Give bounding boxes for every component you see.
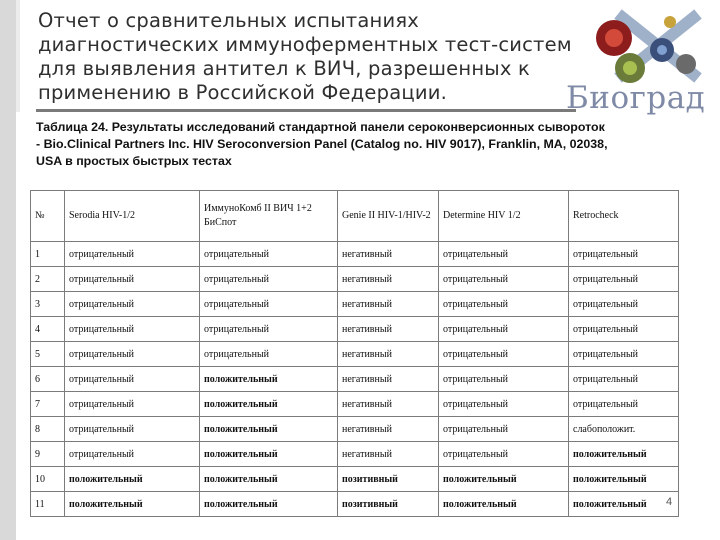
result-cell: положительный bbox=[65, 467, 200, 492]
result-cell: отрицательный bbox=[569, 342, 679, 367]
table-row bbox=[31, 242, 679, 267]
result-cell: отрицательный bbox=[569, 292, 679, 317]
result-cell: отрицательный bbox=[569, 317, 679, 342]
result-cell: положительный bbox=[439, 467, 569, 492]
result-cell: негативный bbox=[338, 442, 439, 467]
result-cell: положительный bbox=[200, 492, 338, 517]
result-cell: отрицательный bbox=[65, 292, 200, 317]
result-cell: отрицательный bbox=[65, 367, 200, 392]
table-row bbox=[31, 342, 679, 367]
caption-line: USA в простых быстрых тестах bbox=[36, 154, 232, 168]
result-cell: негативный bbox=[338, 317, 439, 342]
row-number-cell: 4 bbox=[31, 317, 65, 342]
left-decor-bar bbox=[0, 0, 16, 540]
header-cell: ИммуноКомб II ВИЧ 1+2 БиСпот bbox=[200, 191, 338, 242]
caption-line: - Bio.Clinical Partners Inc. HIV Seroconversion Panel (Catalog no. HIV 9017), Franklin, MA, 02038, bbox=[36, 137, 608, 151]
result-cell: положительный bbox=[200, 467, 338, 492]
title-line: применению в Российской Федерации. bbox=[38, 81, 447, 104]
header-cell: Determine HIV 1/2 bbox=[439, 191, 569, 242]
result-cell: отрицательный bbox=[65, 417, 200, 442]
result-cell: отрицательный bbox=[65, 392, 200, 417]
result-cell: негативный bbox=[338, 367, 439, 392]
row-number-cell: 9 bbox=[31, 442, 65, 467]
result-cell: отрицательный bbox=[569, 242, 679, 267]
result-cell: отрицательный bbox=[200, 242, 338, 267]
page-number: 4 bbox=[666, 496, 673, 508]
table-row bbox=[31, 417, 679, 442]
result-cell: отрицательный bbox=[439, 442, 569, 467]
result-cell: позитивный bbox=[338, 492, 439, 517]
result-cell: отрицательный bbox=[200, 342, 338, 367]
result-cell: отрицательный bbox=[439, 417, 569, 442]
result-cell: отрицательный bbox=[569, 392, 679, 417]
table-row bbox=[31, 317, 679, 342]
table-row bbox=[31, 492, 679, 517]
result-cell: положительный bbox=[200, 367, 338, 392]
result-cell: положительный bbox=[569, 467, 679, 492]
result-cell: негативный bbox=[338, 417, 439, 442]
logo-text: Биоград bbox=[566, 80, 706, 116]
result-cell: отрицательный bbox=[439, 317, 569, 342]
table-row bbox=[31, 367, 679, 392]
result-cell: отрицательный bbox=[439, 367, 569, 392]
result-cell: позитивный bbox=[338, 467, 439, 492]
table-row bbox=[31, 467, 679, 492]
result-cell: положительный bbox=[439, 492, 569, 517]
row-number-cell: 7 bbox=[31, 392, 65, 417]
result-cell: отрицательный bbox=[569, 267, 679, 292]
result-cell: негативный bbox=[338, 392, 439, 417]
title-line: диагностических иммуноферментных тест-систем bbox=[38, 33, 572, 56]
result-cell: отрицательный bbox=[65, 342, 200, 367]
slide-title bbox=[38, 9, 578, 105]
result-cell: положительный bbox=[569, 442, 679, 467]
row-number-cell: 2 bbox=[31, 267, 65, 292]
header-cell: № bbox=[31, 191, 65, 242]
result-cell: отрицательный bbox=[439, 392, 569, 417]
result-cell: отрицательный bbox=[439, 292, 569, 317]
row-number-cell: 10 bbox=[31, 467, 65, 492]
header-cell: Retrocheck bbox=[569, 191, 679, 242]
table-row bbox=[31, 292, 679, 317]
result-cell: отрицательный bbox=[65, 267, 200, 292]
table-row bbox=[31, 267, 679, 292]
result-cell: отрицательный bbox=[200, 317, 338, 342]
results-table bbox=[30, 190, 679, 517]
result-cell: отрицательный bbox=[65, 317, 200, 342]
result-cell: отрицательный bbox=[200, 292, 338, 317]
table-row bbox=[31, 442, 679, 467]
result-cell: положительный bbox=[200, 417, 338, 442]
table-row bbox=[31, 392, 679, 417]
row-number-cell: 3 bbox=[31, 292, 65, 317]
result-cell: негативный bbox=[338, 267, 439, 292]
result-cell: отрицательный bbox=[439, 242, 569, 267]
row-number-cell: 11 bbox=[31, 492, 65, 517]
result-cell: положительный bbox=[200, 442, 338, 467]
result-cell: отрицательный bbox=[65, 242, 200, 267]
result-cell: отрицательный bbox=[200, 267, 338, 292]
result-cell: негативный bbox=[338, 242, 439, 267]
result-cell: положительный bbox=[65, 492, 200, 517]
caption-line: Таблица 24. Результаты исследований стандартной панели сероконверсионных сывороток bbox=[36, 120, 605, 134]
table-header-row bbox=[31, 191, 679, 242]
result-cell: негативный bbox=[338, 342, 439, 367]
result-cell: отрицательный bbox=[65, 442, 200, 467]
result-cell: отрицательный bbox=[569, 367, 679, 392]
row-number-cell: 1 bbox=[31, 242, 65, 267]
result-cell: негативный bbox=[338, 292, 439, 317]
result-cell: отрицательный bbox=[439, 267, 569, 292]
row-number-cell: 8 bbox=[31, 417, 65, 442]
result-cell: положительный bbox=[569, 492, 679, 517]
title-line: Отчет о сравнительных испытаниях bbox=[38, 9, 420, 32]
title-line: для выявления антител к ВИЧ, разрешенных к bbox=[38, 57, 530, 80]
left-decor-stripe bbox=[16, 0, 20, 112]
result-cell: слабоположит. bbox=[569, 417, 679, 442]
result-cell: отрицательный bbox=[439, 342, 569, 367]
result-cell: положительный bbox=[200, 392, 338, 417]
row-number-cell: 5 bbox=[31, 342, 65, 367]
row-number-cell: 6 bbox=[31, 367, 65, 392]
title-underline bbox=[36, 109, 576, 112]
table-caption bbox=[36, 119, 696, 170]
header-cell: Genie II HIV-1/HIV-2 bbox=[338, 191, 439, 242]
header-cell: Serodia HIV-1/2 bbox=[65, 191, 200, 242]
